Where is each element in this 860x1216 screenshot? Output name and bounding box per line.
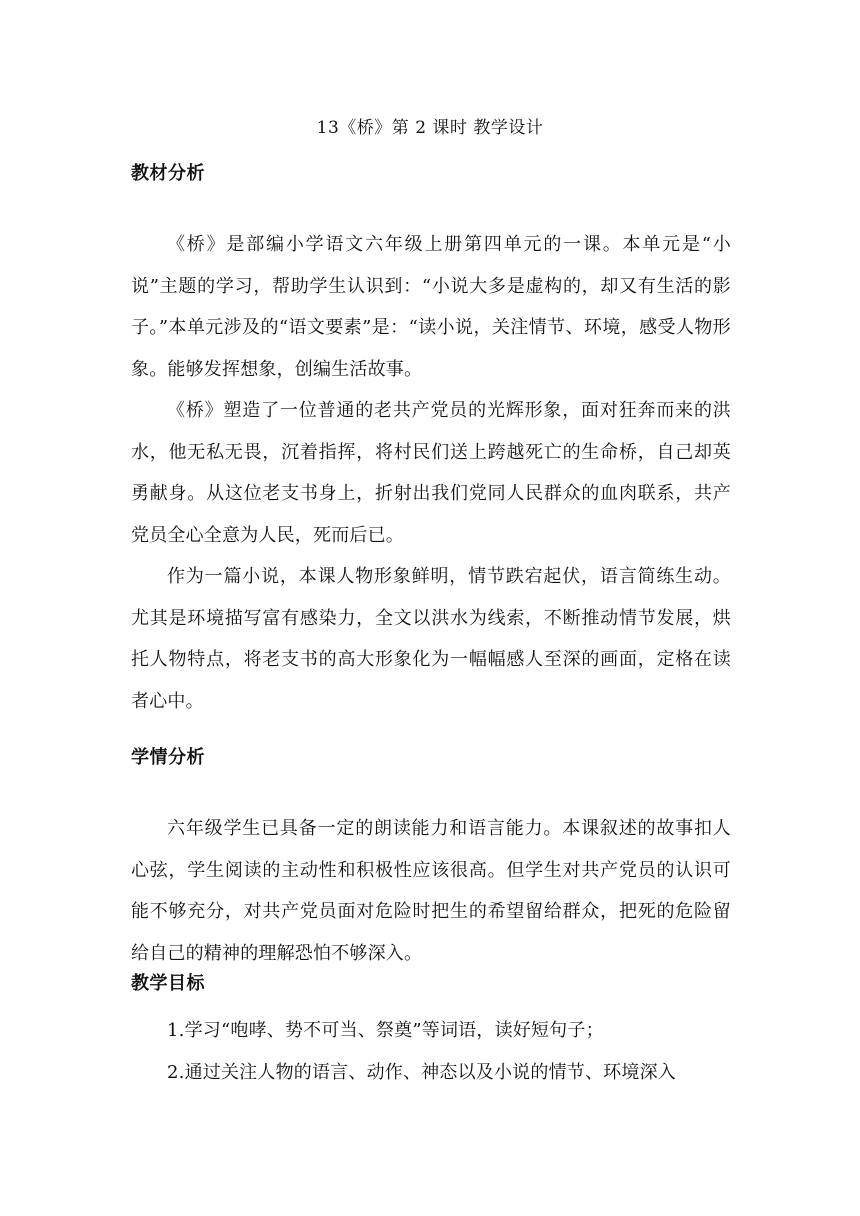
section-heading-goals: 教学目标 xyxy=(131,973,205,994)
goal-item-1: 1.学习“咆哮、势不可当、祭奠”等词语，读好短句子； xyxy=(167,1020,604,1041)
document-title: 13《桥》第 2 课时 教学设计 xyxy=(316,118,544,138)
goal-item-2: 2.通过关注人物的语言、动作、神态以及小说的情节、环境深入 xyxy=(167,1062,676,1083)
materials-paragraph-3: 作为一篇小说，本课人物形象鲜明，情节跌宕起伏，语言简练生动。尤其是环境描写富有感染力，全文以洪水为线索，不断推动情节发展，烘托人物特点，将老支书的高大形象化为一幅幅感人至深的画面，定格在读者心中。 xyxy=(131,566,731,712)
materials-paragraph-2: 《桥》塑造了一位普通的老共产党员的光辉形象，面对狂奔而来的洪水，他无私无畏，沉着指挥，将村民们送上跨越死亡的生命桥，自己却英勇献身。从这位老支书身上，折射出我们党同人民群众的血肉联系，共产党员全心全意为人民，死而后已。 xyxy=(131,400,731,546)
students-paragraph-1: 六年级学生已具备一定的朗读能力和语言能力。本课叙述的故事扣人心弦，学生阅读的主动性和积极性应该很高。但学生对共产党员的认识可能不够充分，对共产党员面对危险时把生的希望留给群众，把死的危险留给自己的精神的理解恐怕不够深入。 xyxy=(131,818,731,964)
section-heading-students: 学情分析 xyxy=(131,747,205,768)
materials-paragraph-1: 《桥》是部编小学语文六年级上册第四单元的一课。本单元是“小说”主题的学习，帮助学生认识到：“小说大多是虚构的，却又有生活的影子。”本单元涉及的“语文要素”是：“读小说，关注情节、环境，感受人物形象。能够发挥想象，创编生活故事。 xyxy=(131,234,731,380)
section-heading-materials: 教材分析 xyxy=(131,163,205,184)
